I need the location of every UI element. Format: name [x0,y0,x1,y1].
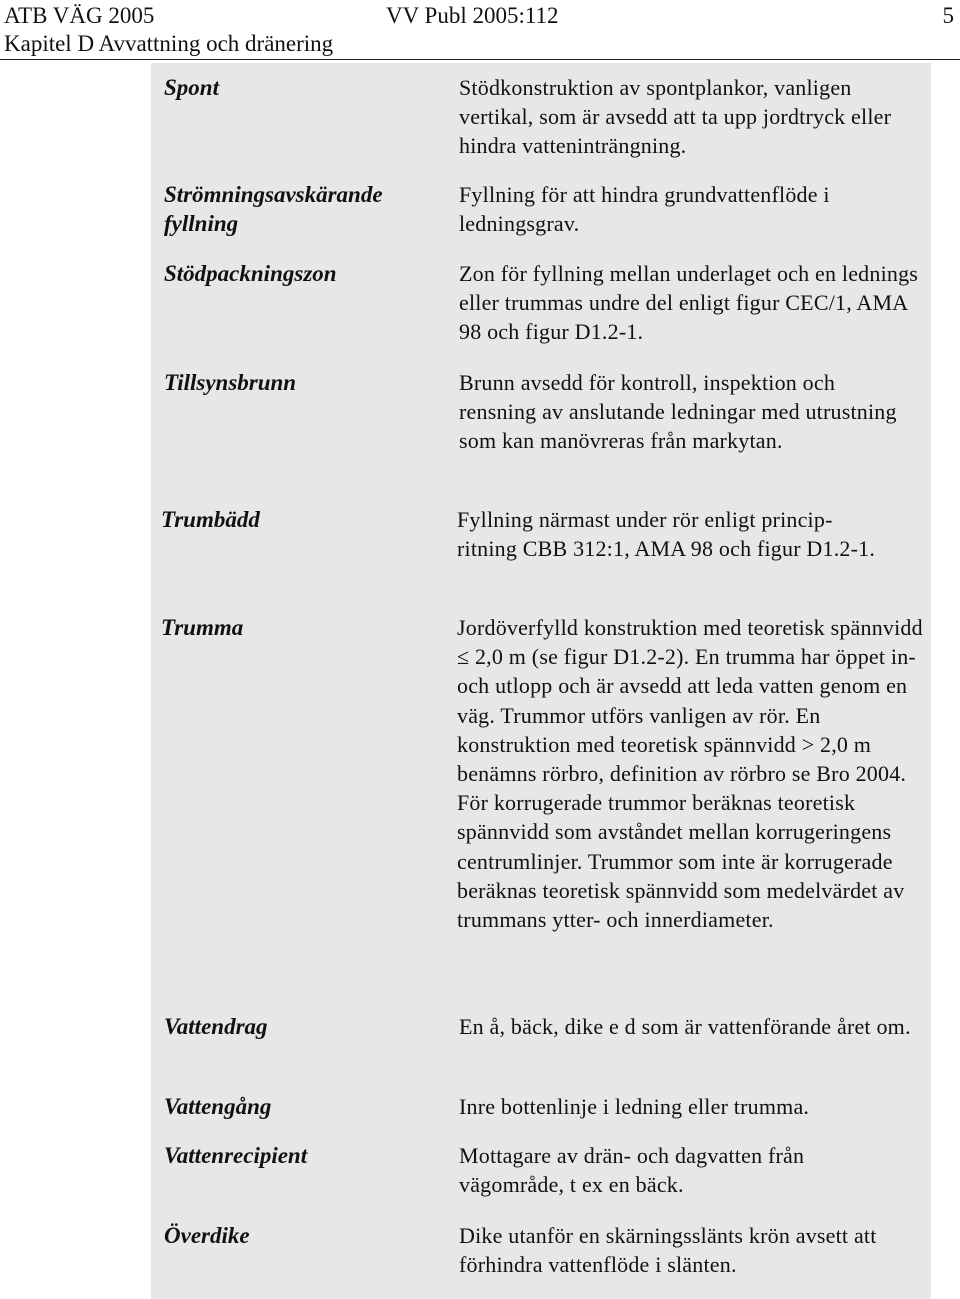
chapter-title: Kapitel D Avvattning och dränering [4,31,334,56]
definition-vattenrecipient: Mottagare av drän- och dagvatten från vägområde, t ex en bäck. [459,1143,805,1198]
term-trumma: Trumma [161,615,244,640]
page-number: 5 [942,3,954,28]
definition-trumbadd: Fyllning närmast under rör enligt princip-ritning CBB 312:1, AMA 98 och figur D1.2-1. [457,507,876,562]
term-overdike: Överdike [164,1223,250,1248]
term-vattengang: Vattengång [164,1094,272,1119]
definition-vattendrag: En å, bäck, dike e d som är vattenförande året om. [459,1014,911,1039]
definition-vattengang: Inre bottenlinje i ledning eller trumma. [459,1094,810,1119]
term-stromningsavskarande-fyllning: Strömningsavskärande fyllning [164,182,383,236]
header-divider [0,59,960,60]
term-vattenrecipient: Vattenrecipient [164,1143,308,1168]
definitions-panel [151,63,931,1299]
term-stodpackningszon: Stödpackningszon [164,261,337,286]
term-tillsynsbrunn: Tillsynsbrunn [164,370,297,395]
definition-stromningsavskarande-fyllning: Fyllning för att hindra grundvattenflöde i ledningsgrav. [459,182,830,237]
series-number: VV Publ 2005:112 [386,3,559,28]
definition-overdike: Dike utanför en skärningsslänts krön avsett att förhindra vattenflöde i slänten. [459,1223,877,1278]
definition-tillsynsbrunn: Brunn avsedd för kontroll, inspektion och rensning av anslutande ledningar med utrustning som kan manövreras från markytan. [459,370,897,454]
publication-title: ATB VÄG 2005 [4,3,155,28]
definition-spont: Stödkonstruktion av spontplankor, vanligen vertikal, som är avsedd att ta upp jordtryck eller hindra vatteninträngning. [459,75,892,159]
term-trumbadd: Trumbädd [161,507,260,532]
term-spont: Spont [164,75,219,100]
definition-trumma: Jordöverfylld konstruktion med teoretisk spännvidd ≤ 2,0 m (se figur D1.2-2). En trumma har öppet in- och utlopp och är avsedd att leda vatten genom en väg. Trummor utförs vanligen av rör. En konstruktion med teoretisk spännvidd > 2,0 m benämns rörbro, definition av rörbro se Bro 2004. För korrugerade trummor beräknas teoretisk spännvidd som avståndet mellan korrugeringens centrumlinjer. Trummor som inte är korrugerade beräknas teoretisk spännvidd som medelvärdet av trummans ytter- och innerdiameter. [457,615,923,933]
term-vattendrag: Vattendrag [164,1014,268,1039]
page-header [0,0,960,60]
definition-stodpackningszon: Zon för fyllning mellan underlaget och en lednings eller trummas undre del enligt figur CEC/1, AMA 98 och figur D1.2-1. [459,261,919,345]
